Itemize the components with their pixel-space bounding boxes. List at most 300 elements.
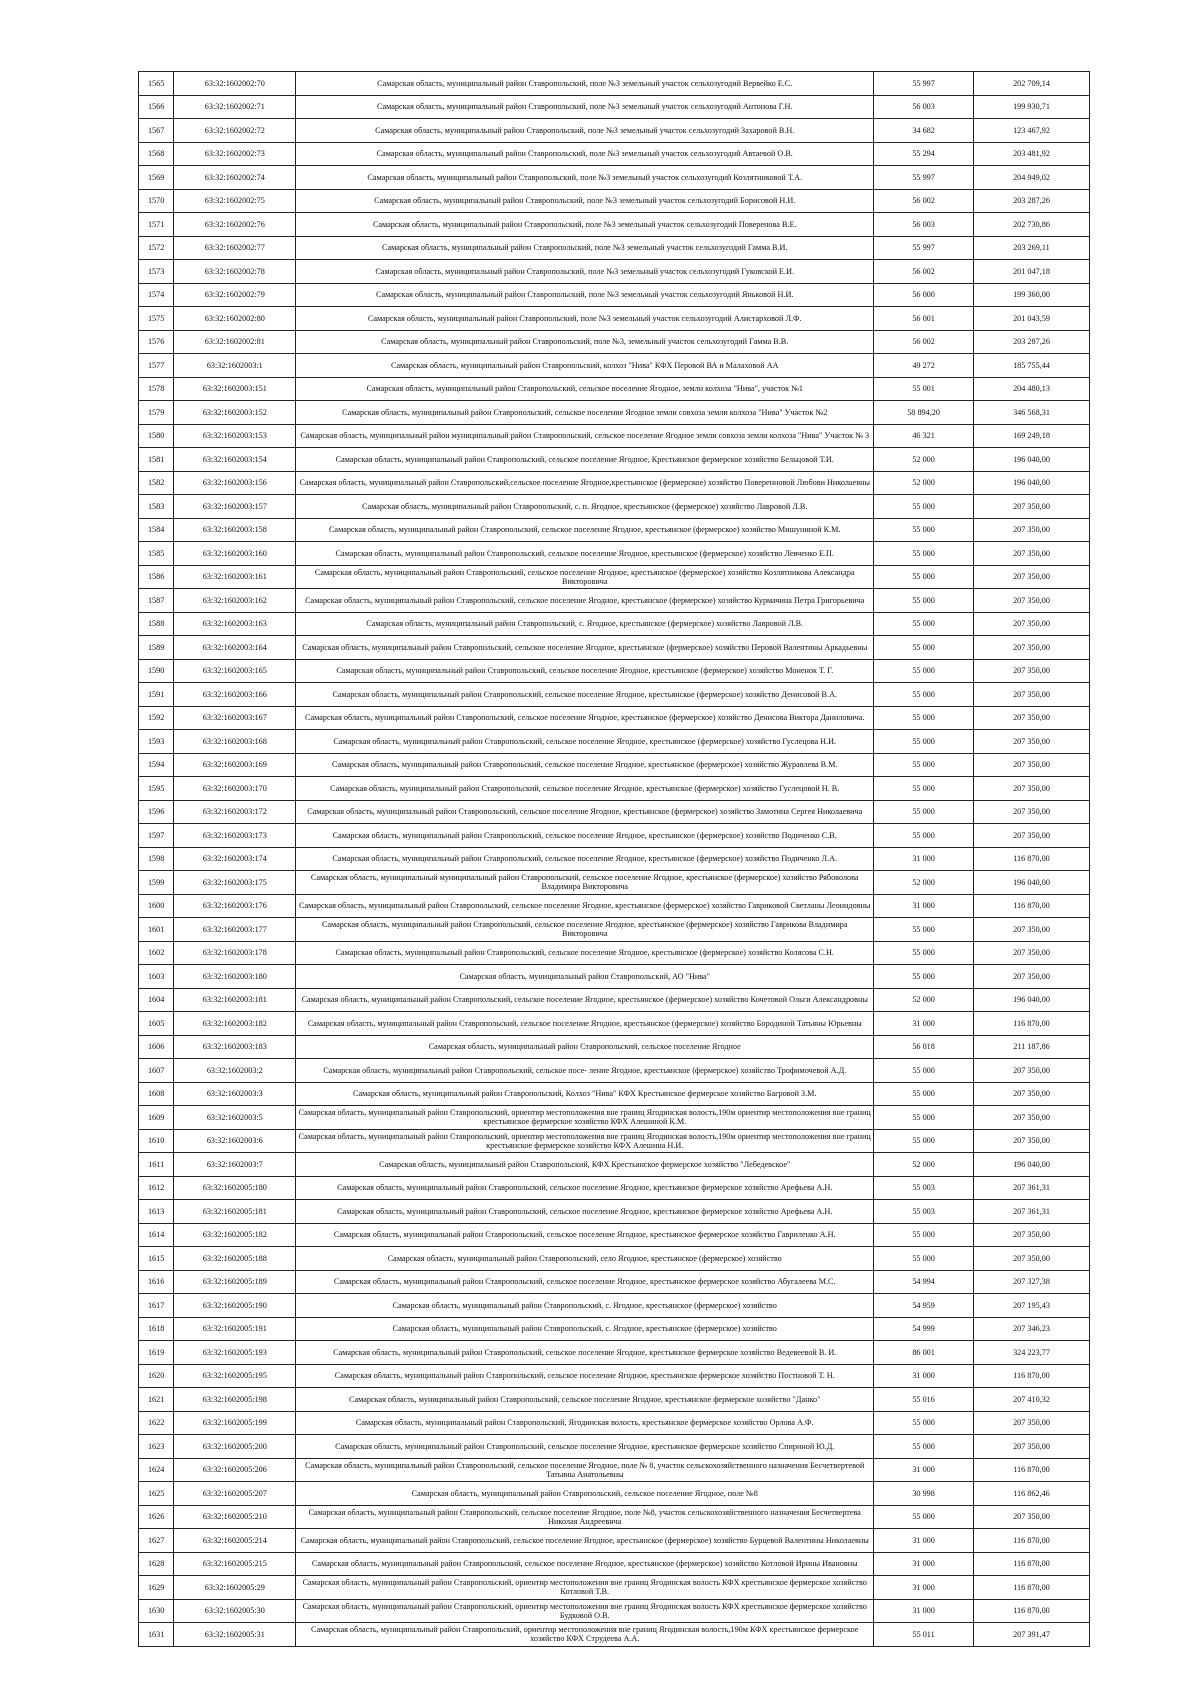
address-cell: Самарская область, муниципальный район Ставропольский, ориентир местоположения вне границ Ягодинская волость,190м КФХ крестьянское фермерское хозяйство КФХ Струдеева А.А. bbox=[296, 1623, 874, 1647]
area-cell: 55 003 bbox=[874, 1200, 974, 1224]
row-number-cell: 1566 bbox=[139, 95, 174, 119]
address-cell: Самарская область, муниципальный район Ставропольский, поле №3 земельный участок сельхозугодий Гуковской Е.И. bbox=[296, 260, 874, 284]
address-cell: Самарская область, муниципальный район Ставропольский, сельское поселение Ягодное, крестьянское фермерское хозяйство Гавриленко А.Н. bbox=[296, 1223, 874, 1247]
table-row bbox=[139, 1576, 1090, 1600]
table-row bbox=[139, 471, 1090, 495]
cadastral-number-cell: 63:32:1602005:198 bbox=[174, 1388, 296, 1412]
table-row bbox=[139, 448, 1090, 472]
address-cell: Самарская область, муниципальный район Ставропольский, колхоз "Нива" КФХ Перовой ВА и Малаховой АА bbox=[296, 354, 874, 378]
area-cell: 55 000 bbox=[874, 495, 974, 519]
value-cell: 207 350,00 bbox=[974, 659, 1090, 683]
address-cell: Самарская область, муниципальный район Ставропольский, ориентир местоположения вне границ Ягодинская волость,190м ориентир местоположения вне границ крестьянское фермерское хозяйство КФХ Алешина Н.И. bbox=[296, 1129, 874, 1153]
cadastral-number-cell: 63:32:1602002:74 bbox=[174, 166, 296, 190]
row-number-cell: 1598 bbox=[139, 847, 174, 871]
area-cell: 31 000 bbox=[874, 894, 974, 918]
cadastral-number-cell: 63:32:1602002:81 bbox=[174, 330, 296, 354]
cadastral-number-cell: 63:32:1602002:79 bbox=[174, 283, 296, 307]
value-cell: 203 481,92 bbox=[974, 142, 1090, 166]
table-row bbox=[139, 1176, 1090, 1200]
area-cell: 55 000 bbox=[874, 612, 974, 636]
cadastral-number-cell: 63:32:1602003:183 bbox=[174, 1035, 296, 1059]
table-row bbox=[139, 1059, 1090, 1083]
area-cell: 56 002 bbox=[874, 330, 974, 354]
value-cell: 116 870,00 bbox=[974, 847, 1090, 871]
address-cell: Самарская область, муниципальный район Ставропольский, сельское поселение Ягодное, крестьянское фермерское хозяйство "Данко" bbox=[296, 1388, 874, 1412]
row-number-cell: 1621 bbox=[139, 1388, 174, 1412]
table-row bbox=[139, 1599, 1090, 1623]
address-cell: Самарская область, муниципальный район Ставропольский, сельское поселение Ягодное, крестьянское (фермерское) хозяйство Курмачина Петра Григорьевича bbox=[296, 589, 874, 613]
cadastral-number-cell: 63:32:1602002:75 bbox=[174, 189, 296, 213]
table-row bbox=[139, 189, 1090, 213]
value-cell: 346 568,31 bbox=[974, 401, 1090, 425]
row-number-cell: 1590 bbox=[139, 659, 174, 683]
row-number-cell: 1615 bbox=[139, 1247, 174, 1271]
area-cell: 55 000 bbox=[874, 777, 974, 801]
row-number-cell: 1627 bbox=[139, 1529, 174, 1553]
area-cell: 52 000 bbox=[874, 988, 974, 1012]
address-cell: Самарская область, муниципальный район Ставропольский, село Ягодное, крестьянское (фермерское) хозяйство bbox=[296, 1247, 874, 1271]
area-cell: 31 000 bbox=[874, 1552, 974, 1576]
area-cell: 55 000 bbox=[874, 565, 974, 589]
table-row bbox=[139, 941, 1090, 965]
cadastral-number-cell: 63:32:1602003:3 bbox=[174, 1082, 296, 1106]
row-number-cell: 1597 bbox=[139, 824, 174, 848]
address-cell: Самарская область, муниципальный район Ставропольский, сельское поселение Ягодное, крестьянское (фермерское) хозяйство Котловой Ирины Ивановны bbox=[296, 1552, 874, 1576]
table-row bbox=[139, 72, 1090, 96]
value-cell: 207 350,00 bbox=[974, 518, 1090, 542]
address-cell: Самарская область, муниципальный район Ставропольский, сельское поселение Ягодное, крестьянское (фермерское) хозяйство Гаврикова Владимира Викторовича bbox=[296, 918, 874, 942]
table-row bbox=[139, 753, 1090, 777]
row-number-cell: 1585 bbox=[139, 542, 174, 566]
table-row bbox=[139, 1129, 1090, 1153]
cadastral-number-cell: 63:32:1602003:166 bbox=[174, 683, 296, 707]
address-cell: Самарская область, муниципальный район Ставропольский, с. Ягодное, крестьянское (фермерское) хозяйство bbox=[296, 1294, 874, 1318]
area-cell: 52 000 bbox=[874, 471, 974, 495]
value-cell: 207 350,00 bbox=[974, 1059, 1090, 1083]
value-cell: 207 350,00 bbox=[974, 824, 1090, 848]
address-cell: Самарская область, муниципальный район Ставропольский, ориентир местоположения вне границ Ягодинская волость КФХ крестьянское фермерское хозяйство Будковой О.В. bbox=[296, 1599, 874, 1623]
table-row bbox=[139, 777, 1090, 801]
row-number-cell: 1617 bbox=[139, 1294, 174, 1318]
address-cell: Самарская область, муниципальный район Ставропольский, сельское поселение Ягодное, крестьянское фермерское хозяйство Арефьева А.Н. bbox=[296, 1200, 874, 1224]
value-cell: 207 350,00 bbox=[974, 636, 1090, 660]
row-number-cell: 1602 bbox=[139, 941, 174, 965]
area-cell: 55 000 bbox=[874, 1247, 974, 1271]
area-cell: 55 000 bbox=[874, 518, 974, 542]
cadastral-number-cell: 63:32:1602005:207 bbox=[174, 1482, 296, 1506]
cadastral-number-cell: 63:32:1602005:195 bbox=[174, 1364, 296, 1388]
cadastral-number-cell: 63:32:1602005:214 bbox=[174, 1529, 296, 1553]
area-cell: 56 001 bbox=[874, 307, 974, 331]
address-cell: Самарская область, муниципальный район Ставропольский, поле №3 земельный участок сельхозугодий Автаевой О.В. bbox=[296, 142, 874, 166]
area-cell: 55 000 bbox=[874, 965, 974, 989]
table-row bbox=[139, 377, 1090, 401]
cadastral-number-cell: 63:32:1602002:77 bbox=[174, 236, 296, 260]
row-number-cell: 1592 bbox=[139, 706, 174, 730]
address-cell: Самарская область, муниципальный район Ставропольский, АО "Нива" bbox=[296, 965, 874, 989]
area-cell: 52 000 bbox=[874, 871, 974, 895]
value-cell: 207 350,00 bbox=[974, 1106, 1090, 1130]
address-cell: Самарская область, муниципальный район Ставропольский, сельское поселение Ягодное, крестьянское фермерское хозяйство Постновой Т. Н. bbox=[296, 1364, 874, 1388]
cadastral-number-cell: 63:32:1602003:172 bbox=[174, 800, 296, 824]
area-cell: 55 000 bbox=[874, 683, 974, 707]
value-cell: 196 040,00 bbox=[974, 448, 1090, 472]
row-number-cell: 1605 bbox=[139, 1012, 174, 1036]
area-cell: 55 000 bbox=[874, 542, 974, 566]
address-cell: Самарская область, муниципальный район Ставропольский, сельское поселение Ягодное, крестьянское (фермерское) хозяйство Бородиной Татьяны Юрьевны bbox=[296, 1012, 874, 1036]
table-row bbox=[139, 542, 1090, 566]
row-number-cell: 1609 bbox=[139, 1106, 174, 1130]
value-cell: 201 043,59 bbox=[974, 307, 1090, 331]
cadastral-number-cell: 63:32:1602003:162 bbox=[174, 589, 296, 613]
value-cell: 207 350,00 bbox=[974, 965, 1090, 989]
cadastral-number-cell: 63:32:1602003:156 bbox=[174, 471, 296, 495]
table-row bbox=[139, 1200, 1090, 1224]
address-cell: Самарская область, муниципальный район Ставропольский, сельское поселение Ягодное, крестьянское (фермерское) хозяйство Перовой Валентины Аркадьевны bbox=[296, 636, 874, 660]
value-cell: 199 360,00 bbox=[974, 283, 1090, 307]
row-number-cell: 1583 bbox=[139, 495, 174, 519]
table-row bbox=[139, 1623, 1090, 1647]
value-cell: 207 350,00 bbox=[974, 706, 1090, 730]
row-number-cell: 1573 bbox=[139, 260, 174, 284]
area-cell: 55 000 bbox=[874, 800, 974, 824]
table-row bbox=[139, 495, 1090, 519]
table-row bbox=[139, 800, 1090, 824]
value-cell: 207 350,00 bbox=[974, 1411, 1090, 1435]
table-row bbox=[139, 1223, 1090, 1247]
row-number-cell: 1620 bbox=[139, 1364, 174, 1388]
address-cell: Самарская область, муниципальный район Ставропольский, сельское поселение Ягодное, крестьянское (фермерское) хозяйство Денисова Виктора Даниловича. bbox=[296, 706, 874, 730]
table-row bbox=[139, 1458, 1090, 1482]
value-cell: 207 361,31 bbox=[974, 1200, 1090, 1224]
row-number-cell: 1581 bbox=[139, 448, 174, 472]
row-number-cell: 1595 bbox=[139, 777, 174, 801]
row-number-cell: 1604 bbox=[139, 988, 174, 1012]
address-cell: Самарская область, муниципальный район Ставропольский, сельское поселение Ягодное, поле №8 bbox=[296, 1482, 874, 1506]
cadastral-number-cell: 63:32:1602003:154 bbox=[174, 448, 296, 472]
row-number-cell: 1584 bbox=[139, 518, 174, 542]
area-cell: 55 000 bbox=[874, 1223, 974, 1247]
row-number-cell: 1577 bbox=[139, 354, 174, 378]
area-cell: 55 000 bbox=[874, 1505, 974, 1529]
address-cell: Самарская область, муниципальный район Ставропольский, поле №3 земельный участок сельхозугодий Алистарховой Л.Ф. bbox=[296, 307, 874, 331]
cadastral-number-cell: 63:32:1602005:189 bbox=[174, 1270, 296, 1294]
cadastral-number-cell: 63:32:1602003:174 bbox=[174, 847, 296, 871]
area-cell: 30 998 bbox=[874, 1482, 974, 1506]
value-cell: 204 949,02 bbox=[974, 166, 1090, 190]
address-cell: Самарская область, муниципальный район Ставропольский, сельское поселение Ягодное, крестьянское (фермерское) хозяйство Журавлева В.М. bbox=[296, 753, 874, 777]
cadastral-number-cell: 63:32:1602003:153 bbox=[174, 424, 296, 448]
value-cell: 196 040,00 bbox=[974, 471, 1090, 495]
area-cell: 56 018 bbox=[874, 1035, 974, 1059]
area-cell: 34 682 bbox=[874, 119, 974, 143]
table-row bbox=[139, 1082, 1090, 1106]
cadastral-number-cell: 63:32:1602003:157 bbox=[174, 495, 296, 519]
table-row bbox=[139, 213, 1090, 237]
table-row bbox=[139, 894, 1090, 918]
address-cell: Самарская область, муниципальный район Ставропольский, сельское поселение Ягодное земли совхоза земли колхоза "Нива" Участок №2 bbox=[296, 401, 874, 425]
table-row bbox=[139, 1317, 1090, 1341]
value-cell: 324 223,77 bbox=[974, 1341, 1090, 1365]
cadastral-number-cell: 63:32:1602005:206 bbox=[174, 1458, 296, 1482]
area-cell: 55 997 bbox=[874, 72, 974, 96]
table-row bbox=[139, 518, 1090, 542]
value-cell: 207 350,00 bbox=[974, 589, 1090, 613]
table-row bbox=[139, 424, 1090, 448]
row-number-cell: 1571 bbox=[139, 213, 174, 237]
area-cell: 55 003 bbox=[874, 1176, 974, 1200]
address-cell: Самарская область, муниципальный район Ставропольский, поле №3 земельный участок сельхозугодий Поверенова В.Е. bbox=[296, 213, 874, 237]
table-row bbox=[139, 1294, 1090, 1318]
row-number-cell: 1572 bbox=[139, 236, 174, 260]
cadastral-number-cell: 63:32:1602003:178 bbox=[174, 941, 296, 965]
address-cell: Самарская область, муниципальный район Ставропольский, КФХ Крестьянское фермерское хозяйство "Лебедевское" bbox=[296, 1153, 874, 1177]
address-cell: Самарская область, муниципальный район Ставропольский, сельское посе- ление Ягодное, крестьянское (фермерское) хозяйство Трофимочевой А.Д. bbox=[296, 1059, 874, 1083]
value-cell: 207 391,47 bbox=[974, 1623, 1090, 1647]
cadastral-number-cell: 63:32:1602003:173 bbox=[174, 824, 296, 848]
row-number-cell: 1596 bbox=[139, 800, 174, 824]
address-cell: Самарская область, муниципальный район Ставропольский, сельское поселение Ягодное, поле №8, участок сельскохозяйственного назначения Бесчетвертева Николая Андреевича bbox=[296, 1505, 874, 1529]
table-row bbox=[139, 1552, 1090, 1576]
address-cell: Самарская область, муниципальный район Ставропольский, сельское поселение Ягодное, поле № 8, участок сельскохозяйственного назначения Бесчетвертевой Татьяны Анатольевны bbox=[296, 1458, 874, 1482]
value-cell: 207 350,00 bbox=[974, 1435, 1090, 1459]
row-number-cell: 1568 bbox=[139, 142, 174, 166]
row-number-cell: 1622 bbox=[139, 1411, 174, 1435]
value-cell: 203 287,26 bbox=[974, 330, 1090, 354]
area-cell: 55 000 bbox=[874, 1082, 974, 1106]
table-row bbox=[139, 706, 1090, 730]
value-cell: 116 862,46 bbox=[974, 1482, 1090, 1506]
table-row bbox=[139, 1411, 1090, 1435]
area-cell: 46 321 bbox=[874, 424, 974, 448]
address-cell: Самарская область, муниципальный район Ставропольский,сельское поселение Ягодное,крестьянское (фермерское) хозяйство Поверенновой Любови Николаевны bbox=[296, 471, 874, 495]
row-number-cell: 1579 bbox=[139, 401, 174, 425]
cadastral-number-cell: 63:32:1602005:31 bbox=[174, 1623, 296, 1647]
address-cell: Самарская область, муниципальный район Ставропольский, Ягодинская волость, крестьянское фермерское хозяйство Орлова А.Ф. bbox=[296, 1411, 874, 1435]
address-cell: Самарская область, муниципальный район Ставропольский, сельское поселение Ягодное, крестьянское (фермерское) хозяйство Кочетовой Ольги Александровны bbox=[296, 988, 874, 1012]
address-cell: Самарская область, муниципальный район Ставропольский, сельское поселение Ягодное, крестьянское фермерское хозяйство Арефьева А.Н. bbox=[296, 1176, 874, 1200]
area-cell: 55 000 bbox=[874, 659, 974, 683]
address-cell: Самарская область, муниципальный район Ставропольский, сельское поселение Ягодное, крестьянское фермерское хозяйство Абугалеева М.С. bbox=[296, 1270, 874, 1294]
table-row bbox=[139, 1364, 1090, 1388]
address-cell: Самарская область, муниципальный район Ставропольский, сельское поселение Ягодное, Крестьянское фермерское хозяйство Бельцовой Т.И. bbox=[296, 448, 874, 472]
area-cell: 54 959 bbox=[874, 1294, 974, 1318]
address-cell: Самарская область, муниципальный район Ставропольский, сельское поселение Ягодное, крестьянское (фермерское) хозяйство Гуслецова Н.И. bbox=[296, 730, 874, 754]
cadastral-number-cell: 63:32:1602003:152 bbox=[174, 401, 296, 425]
value-cell: 196 040,00 bbox=[974, 871, 1090, 895]
area-cell: 55 001 bbox=[874, 377, 974, 401]
area-cell: 54 999 bbox=[874, 1317, 974, 1341]
value-cell: 203 287,26 bbox=[974, 189, 1090, 213]
row-number-cell: 1606 bbox=[139, 1035, 174, 1059]
row-number-cell: 1567 bbox=[139, 119, 174, 143]
cadastral-number-cell: 63:32:1602003:2 bbox=[174, 1059, 296, 1083]
address-cell: Самарская область, муниципальный район Ставропольский, поле №3, земельный участок сельхозугодий Гамма В.В. bbox=[296, 330, 874, 354]
address-cell: Самарская область, муниципальный район Ставропольский, сельское поселение Ягодное, крестьянское (фермерское) хозяйство Гуслецовой Н. В. bbox=[296, 777, 874, 801]
table-row bbox=[139, 612, 1090, 636]
row-number-cell: 1569 bbox=[139, 166, 174, 190]
area-cell: 31 000 bbox=[874, 1364, 974, 1388]
address-cell: Самарская область, муниципальный район Ставропольский, сельское поселение Ягодное, крестьянское (фермерское) хозяйство Замотина Сергея Николаевича bbox=[296, 800, 874, 824]
value-cell: 207 350,00 bbox=[974, 495, 1090, 519]
cadastral-number-cell: 63:32:1602005:190 bbox=[174, 1294, 296, 1318]
address-cell: Самарская область, муниципальный район Ставропольский, сельское поселение Ягодное, крестьянское (фермерское) хозяйство Гавриковой Светланы Леонидовны bbox=[296, 894, 874, 918]
cadastral-number-cell: 63:32:1602005:30 bbox=[174, 1599, 296, 1623]
cadastral-number-cell: 63:32:1602003:176 bbox=[174, 894, 296, 918]
area-cell: 55 016 bbox=[874, 1388, 974, 1412]
area-cell: 86 001 bbox=[874, 1341, 974, 1365]
table-row bbox=[139, 871, 1090, 895]
table-row bbox=[139, 1529, 1090, 1553]
cadastral-number-cell: 63:32:1602003:180 bbox=[174, 965, 296, 989]
cadastral-number-cell: 63:32:1602003:164 bbox=[174, 636, 296, 660]
address-cell: Самарская область, муниципальный район Ставропольский, сельское поселение Ягодное, крестьянское фермерское хозяйство Ведевеевой В. И. bbox=[296, 1341, 874, 1365]
area-cell: 55 000 bbox=[874, 636, 974, 660]
cadastral-number-cell: 63:32:1602003:175 bbox=[174, 871, 296, 895]
cadastral-number-cell: 63:32:1602003:7 bbox=[174, 1153, 296, 1177]
row-number-cell: 1614 bbox=[139, 1223, 174, 1247]
address-cell: Самарская область, муниципальный район Ставропольский, поле №3 земельный участок сельхозугодий Борисовой Н.И. bbox=[296, 189, 874, 213]
row-number-cell: 1574 bbox=[139, 283, 174, 307]
area-cell: 49 272 bbox=[874, 354, 974, 378]
row-number-cell: 1586 bbox=[139, 565, 174, 589]
cadastral-number-cell: 63:32:1602005:188 bbox=[174, 1247, 296, 1271]
table-row bbox=[139, 589, 1090, 613]
value-cell: 116 870,00 bbox=[974, 1599, 1090, 1623]
value-cell: 207 350,00 bbox=[974, 542, 1090, 566]
table-row bbox=[139, 988, 1090, 1012]
table-row bbox=[139, 824, 1090, 848]
table-row bbox=[139, 847, 1090, 871]
cadastral-number-cell: 63:32:1602003:182 bbox=[174, 1012, 296, 1036]
table-row bbox=[139, 1505, 1090, 1529]
address-cell: Самарская область, муниципальный район Ставропольский, поле №3 земельный участок сельхозугодий Захаровой В.Н. bbox=[296, 119, 874, 143]
value-cell: 207 361,31 bbox=[974, 1176, 1090, 1200]
value-cell: 207 350,00 bbox=[974, 753, 1090, 777]
row-number-cell: 1607 bbox=[139, 1059, 174, 1083]
address-cell: Самарская область, муниципальный район Ставропольский, ориентир местоположения вне границ Ягодинская волость КФХ крестьянское фермерское хозяйство Котловой Т.В. bbox=[296, 1576, 874, 1600]
table-row bbox=[139, 236, 1090, 260]
area-cell: 58 894,20 bbox=[874, 401, 974, 425]
value-cell: 207 350,00 bbox=[974, 683, 1090, 707]
address-cell: Самарская область, муниципальный район Ставропольский, с. Ягодное, крестьянское (фермерское) хозяйство bbox=[296, 1317, 874, 1341]
area-cell: 55 000 bbox=[874, 824, 974, 848]
row-number-cell: 1575 bbox=[139, 307, 174, 331]
row-number-cell: 1576 bbox=[139, 330, 174, 354]
row-number-cell: 1591 bbox=[139, 683, 174, 707]
value-cell: 116 870,00 bbox=[974, 1364, 1090, 1388]
row-number-cell: 1626 bbox=[139, 1505, 174, 1529]
cadastral-number-cell: 63:32:1602003:163 bbox=[174, 612, 296, 636]
table-row bbox=[139, 1482, 1090, 1506]
value-cell: 116 870,00 bbox=[974, 1576, 1090, 1600]
row-number-cell: 1616 bbox=[139, 1270, 174, 1294]
address-cell: Самарская область, муниципальный район Ставропольский, сельское поселение Ягодное, крестьянское (фермерское) хозяйство Мишуниной К.М. bbox=[296, 518, 874, 542]
cadastral-number-cell: 63:32:1602003:158 bbox=[174, 518, 296, 542]
cadastral-number-cell: 63:32:1602003:177 bbox=[174, 918, 296, 942]
value-cell: 185 755,44 bbox=[974, 354, 1090, 378]
value-cell: 116 870,00 bbox=[974, 1012, 1090, 1036]
row-number-cell: 1613 bbox=[139, 1200, 174, 1224]
table-row bbox=[139, 683, 1090, 707]
cadastral-number-cell: 63:32:1602002:71 bbox=[174, 95, 296, 119]
table-row bbox=[139, 659, 1090, 683]
cadastral-number-cell: 63:32:1602002:78 bbox=[174, 260, 296, 284]
row-number-cell: 1619 bbox=[139, 1341, 174, 1365]
cadastral-number-cell: 63:32:1602005:210 bbox=[174, 1505, 296, 1529]
row-number-cell: 1628 bbox=[139, 1552, 174, 1576]
value-cell: 207 410,32 bbox=[974, 1388, 1090, 1412]
cadastral-number-cell: 63:32:1602005:181 bbox=[174, 1200, 296, 1224]
value-cell: 116 870,00 bbox=[974, 1458, 1090, 1482]
table-row bbox=[139, 965, 1090, 989]
value-cell: 211 187,86 bbox=[974, 1035, 1090, 1059]
area-cell: 55 000 bbox=[874, 1129, 974, 1153]
cadastral-number-cell: 63:32:1602005:191 bbox=[174, 1317, 296, 1341]
row-number-cell: 1608 bbox=[139, 1082, 174, 1106]
address-cell: Самарская область, муниципальный район Ставропольский, сельское поселение Ягодное, земли колхоза "Нива", участок №1 bbox=[296, 377, 874, 401]
address-cell: Самарская область, муниципальный район муниципальный район Ставропольский, сельское поселение Ягодное земли совхоза земли колхоза "Нива" Участок № 3 bbox=[296, 424, 874, 448]
cadastral-number-cell: 63:32:1602003:165 bbox=[174, 659, 296, 683]
value-cell: 123 467,92 bbox=[974, 119, 1090, 143]
row-number-cell: 1625 bbox=[139, 1482, 174, 1506]
table-row bbox=[139, 142, 1090, 166]
area-cell: 55 000 bbox=[874, 730, 974, 754]
value-cell: 207 350,00 bbox=[974, 612, 1090, 636]
value-cell: 207 350,00 bbox=[974, 1223, 1090, 1247]
cadastral-number-cell: 63:32:1602003:6 bbox=[174, 1129, 296, 1153]
area-cell: 55 000 bbox=[874, 1106, 974, 1130]
value-cell: 207 346,23 bbox=[974, 1317, 1090, 1341]
value-cell: 207 350,00 bbox=[974, 1082, 1090, 1106]
cadastral-number-cell: 63:32:1602005:215 bbox=[174, 1552, 296, 1576]
value-cell: 202 709,14 bbox=[974, 72, 1090, 96]
table-row bbox=[139, 730, 1090, 754]
table-row bbox=[139, 1012, 1090, 1036]
value-cell: 207 350,00 bbox=[974, 1505, 1090, 1529]
table-row bbox=[139, 95, 1090, 119]
table-row bbox=[139, 307, 1090, 331]
area-cell: 31 000 bbox=[874, 847, 974, 871]
table-row bbox=[139, 1341, 1090, 1365]
table-row bbox=[139, 166, 1090, 190]
value-cell: 196 040,00 bbox=[974, 988, 1090, 1012]
table-row bbox=[139, 354, 1090, 378]
table-row bbox=[139, 401, 1090, 425]
row-number-cell: 1630 bbox=[139, 1599, 174, 1623]
address-cell: Самарская область, муниципальный район Ставропольский, сельское поселение Ягодное, крестьянское (фермерское) хозяйство Подиченко С.В. bbox=[296, 824, 874, 848]
cadastral-number-cell: 63:32:1602003:170 bbox=[174, 777, 296, 801]
area-cell: 55 000 bbox=[874, 589, 974, 613]
address-cell: Самарская область, муниципальный район Ставропольский, поле №3 земельный участок сельхозугодий Гамма В.И. bbox=[296, 236, 874, 260]
row-number-cell: 1610 bbox=[139, 1129, 174, 1153]
cadastral-number-cell: 63:32:1602002:80 bbox=[174, 307, 296, 331]
table-row bbox=[139, 1153, 1090, 1177]
area-cell: 31 000 bbox=[874, 1576, 974, 1600]
row-number-cell: 1599 bbox=[139, 871, 174, 895]
area-cell: 55 000 bbox=[874, 1435, 974, 1459]
row-number-cell: 1565 bbox=[139, 72, 174, 96]
row-number-cell: 1612 bbox=[139, 1176, 174, 1200]
value-cell: 116 870,00 bbox=[974, 894, 1090, 918]
address-cell: Самарская область, муниципальный район Ставропольский, с. Ягодное, крестьянское (фермерское) хозяйство Лавровой Л.В. bbox=[296, 612, 874, 636]
land-parcels-table bbox=[138, 71, 1090, 1647]
address-cell: Самарская область, муниципальный район Ставропольский, сельское поселение Ягодное, крестьянское (фермерское) хозяйство Моненок Т. Г. bbox=[296, 659, 874, 683]
table-row bbox=[139, 1270, 1090, 1294]
area-cell: 56 003 bbox=[874, 95, 974, 119]
cadastral-number-cell: 63:32:1602005:200 bbox=[174, 1435, 296, 1459]
cadastral-number-cell: 63:32:1602002:70 bbox=[174, 72, 296, 96]
